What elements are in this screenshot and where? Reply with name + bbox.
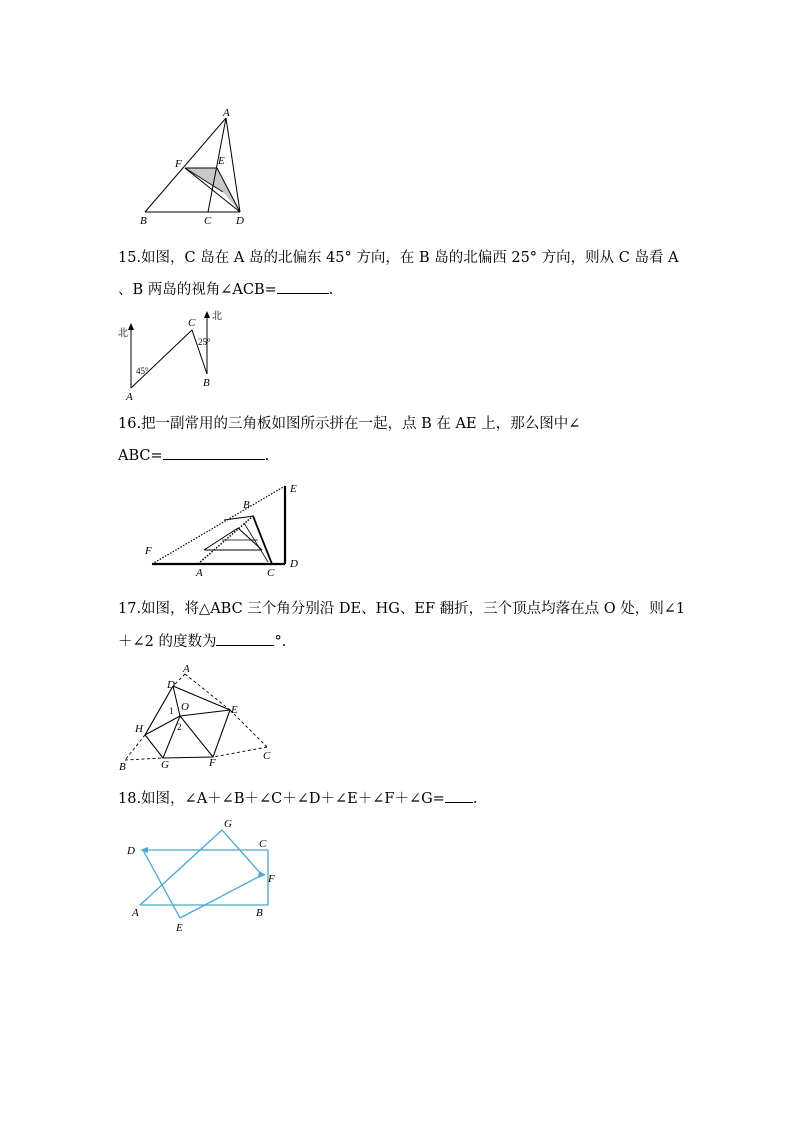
label-H: H [135,723,143,735]
label-F: F [175,158,182,170]
label-E: E [176,922,183,934]
label-A: A [183,663,190,675]
label-B: B [243,499,250,511]
label-C: C [188,317,196,329]
figure-15 [118,308,228,403]
label-A: A [196,567,203,579]
label-E: E [218,155,225,167]
north-label-right: 北 [212,311,222,322]
question-16-line2 [118,445,269,466]
angle-45: 45° [136,366,149,376]
answer-blank-17[interactable] [216,631,274,646]
question-16-line1: 16.把一副常用的三角板如图所示拼在一起，点 B 在 AE 上，那么图中∠ [118,416,581,432]
figure-18 [120,815,290,935]
label-2: 2 [177,722,182,732]
question-18-line1 [118,788,477,809]
question-18-text: 18.如图，∠A＋∠B＋∠C＋∠D＋∠E＋∠F＋∠G= [118,791,445,807]
label-D: D [127,845,135,857]
label-B: B [140,215,147,227]
question-15-line1: 15.如图，C 岛在 A 岛的北偏东 45° 方向，在 B 岛的北偏西 25° 方向，则从 C 岛看 A [118,250,679,266]
answer-blank-16[interactable] [163,445,265,460]
question-17-line1: 17.如图，将△ABC 三个角分别沿 DE、HG、EF 翻折，三个顶点均落在点 O 处，则∠1 [118,601,686,617]
label-A: A [126,391,133,403]
label-D: D [236,215,244,227]
label-C: C [204,215,212,227]
question-16-text: ABC= [118,448,163,464]
label-E: E [290,483,297,495]
label-F: F [268,873,275,885]
label-G: G [224,818,232,830]
label-D: D [167,679,175,691]
question-17-line2 [118,631,286,652]
label-E: E [231,704,238,716]
label-1: 1 [169,706,174,716]
label-B: B [119,761,126,773]
label-A: A [223,107,230,119]
north-label-left: 北 [118,328,128,339]
label-C: C [259,838,267,850]
label-B: B [203,377,210,389]
figure-14 [120,100,290,235]
angle-25: 25° [198,337,211,347]
question-17-text: ＋∠2 的度数为 [118,634,217,650]
answer-blank-15[interactable] [277,279,329,294]
question-15-text: 、B 两岛的视角∠ACB= [118,282,277,298]
label-B: B [256,907,263,919]
question-15-line2 [118,279,333,300]
label-D: D [290,558,298,570]
answer-blank-18[interactable] [445,788,473,803]
label-F: F [209,757,216,769]
figure-16 [140,478,310,578]
question-17-degree: °. [274,634,287,650]
label-C: C [263,750,271,762]
label-G: G [161,759,169,771]
question-15-period: . [328,282,334,298]
figure-17 [115,662,285,774]
label-O: O [181,701,189,713]
label-C: C [267,567,275,579]
question-18-period: . [472,791,478,807]
label-A: A [132,907,139,919]
question-16-period: . [264,448,270,464]
label-F: F [145,545,152,557]
